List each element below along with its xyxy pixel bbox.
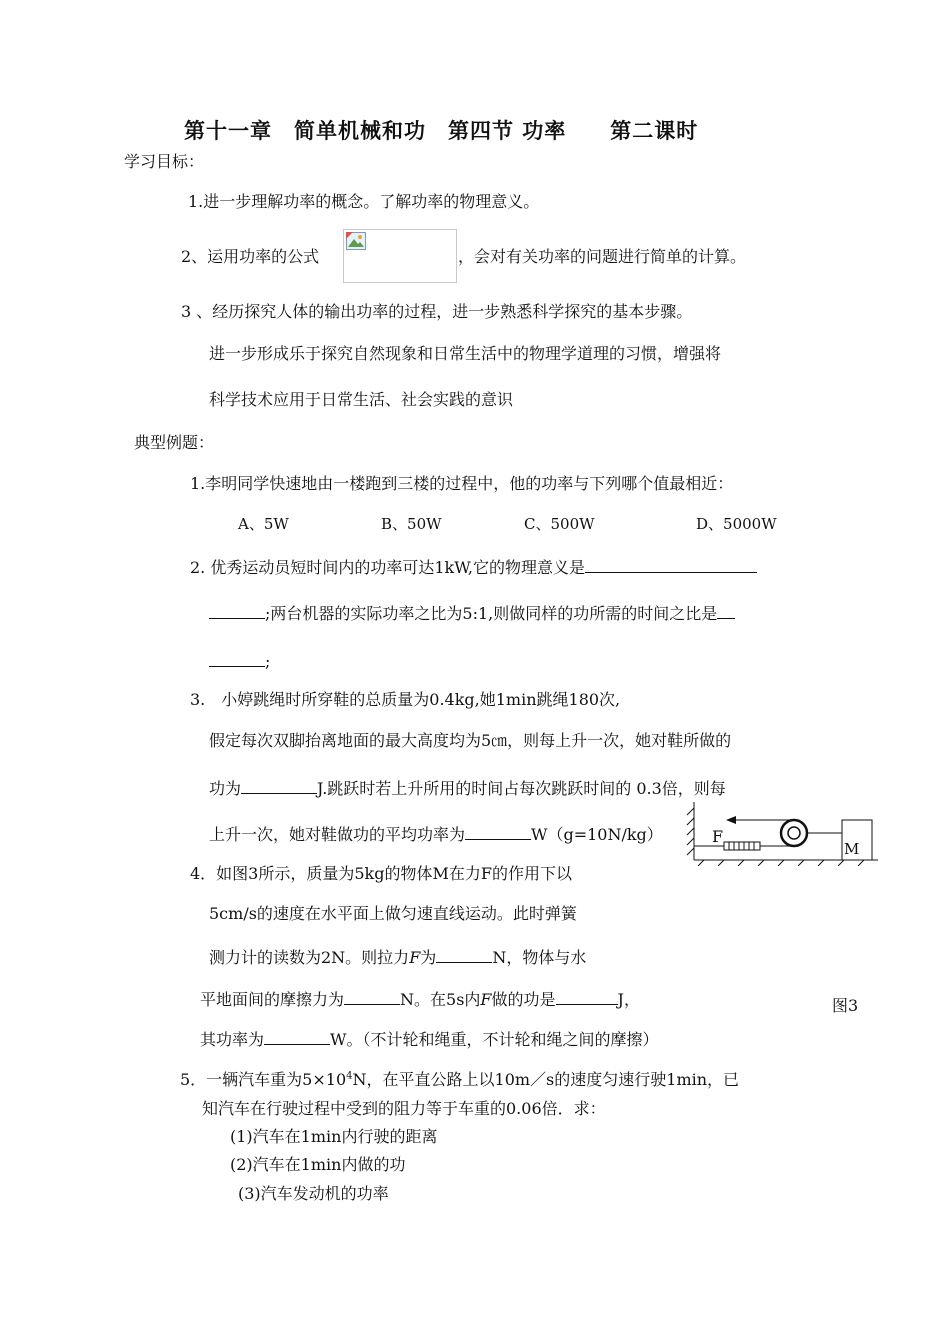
question-1: 1.李明同学快速地由一楼跑到三楼的过程中，他的功率与下列哪个值最相近： — [190, 474, 734, 493]
question-5-line1 — [180, 1070, 739, 1090]
q1-option-c: C、500W — [524, 515, 595, 533]
answer-blank[interactable] — [344, 988, 400, 1005]
answer-blank[interactable] — [436, 946, 492, 963]
question-4-line2: 5cm/s的速度在水平面上做匀速直线运动。此时弹簧 — [209, 904, 577, 923]
spring-scale — [694, 842, 794, 850]
question-2-line1 — [190, 556, 757, 578]
q4-line3c: N，物体与水 — [492, 948, 587, 967]
q4-line3a: 测力计的读数为2N。则拉力 — [209, 948, 410, 967]
question-3-line2: 假定每次双脚抬离地面的最大高度均为5㎝，则每上升一次，她对鞋所做的 — [209, 731, 732, 750]
answer-blank[interactable] — [209, 602, 265, 619]
q1-option-d: D、5000W — [696, 515, 777, 533]
question-5-line2: 知汽车在行驶过程中受到的阻力等于车重的0.06倍．求： — [202, 1099, 606, 1118]
objective-2-suffix: ，会对有关功率的问题进行简单的计算。 — [458, 247, 747, 266]
answer-blank[interactable] — [585, 556, 757, 573]
q4-line4a: 平地面间的摩擦力为 — [200, 990, 345, 1009]
answer-blank[interactable] — [717, 602, 735, 619]
answer-blank[interactable] — [241, 777, 317, 794]
answer-blank[interactable] — [556, 988, 618, 1005]
q3-line4b: W（g=10N/kg） — [531, 825, 663, 844]
q4-line5a: 其功率为 — [200, 1030, 265, 1049]
answer-blank[interactable] — [264, 1028, 330, 1045]
question-4-line3 — [209, 946, 586, 968]
ground — [694, 860, 878, 866]
question-5-sub1: (1)汽车在1min内行驶的距离 — [230, 1127, 438, 1146]
q3-line3a: 功为 — [209, 779, 242, 798]
q4-line5b: W。（不计轮和绳重，不计轮和绳之间的摩擦） — [330, 1030, 659, 1049]
q2-line3-text: ; — [265, 652, 271, 671]
wall — [687, 802, 694, 860]
q4-line3b: 为 — [420, 948, 437, 967]
q1-option-a: A、5W — [238, 515, 289, 533]
pulley — [781, 820, 842, 846]
q4-line4d: J， — [617, 990, 640, 1009]
question-5-sub2: (2)汽车在1min内做的功 — [230, 1155, 406, 1174]
q3-line4a: 上升一次，她对鞋做功的平均功率为 — [209, 825, 466, 844]
objective-1: 1.进一步理解功率的概念。了解功率的物理意义。 — [188, 192, 540, 211]
question-3-line4 — [209, 823, 663, 845]
question-3-line3 — [209, 777, 726, 799]
question-4-line4 — [200, 988, 640, 1010]
q1-option-b: B、50W — [381, 515, 442, 533]
formula-image — [343, 229, 457, 283]
q5-exponent: 4 — [346, 1070, 353, 1082]
q5-line1b: N，在平直公路上以10m／s的速度匀速行驶1min，已 — [352, 1070, 740, 1089]
question-3-line1: 3. 小婷跳绳时所穿鞋的总质量为0.4kg,她1min跳绳180次, — [190, 690, 621, 709]
q5-line1a: 5．一辆汽车重为5×10 — [180, 1070, 347, 1089]
answer-blank[interactable] — [209, 650, 265, 667]
force-arrow — [726, 816, 794, 824]
figure-3-diagram — [684, 800, 880, 866]
answer-blank[interactable] — [465, 823, 531, 840]
question-4-line5 — [200, 1028, 658, 1050]
question-5-sub3: (3)汽车发动机的功率 — [238, 1184, 389, 1203]
broken-image-icon — [346, 232, 366, 250]
objectives-heading: 学习目标： — [124, 152, 205, 171]
q4-line4c: 做的功是 — [491, 990, 556, 1009]
block-label: M — [844, 840, 860, 858]
objective-3-line2: 进一步形成乐于探究自然现象和日常生活中的物理学道理的习惯，增强将 — [209, 344, 722, 363]
question-2-line3 — [209, 650, 270, 672]
q2-line1-text: 2. 优秀运动员短时间内的功率可达1kW,它的物理意义是 — [190, 558, 585, 577]
q4-var-f: F — [480, 990, 492, 1009]
examples-heading: 典型例题： — [134, 433, 215, 452]
force-label: F — [712, 827, 724, 846]
q3-line3b: J.跳跃时若上升所用的时间占每次跳跃时间的 0.3倍，则每 — [317, 779, 726, 798]
q2-line2-text: ;两台机器的实际功率之比为5:1,则做同样的功所需的时间之比是 — [265, 604, 718, 623]
figure-caption: 图3 — [832, 996, 859, 1015]
q4-line4b: N。在5s内 — [400, 990, 481, 1009]
page-title: 第十一章 简单机械和功 第四节 功率 第二课时 — [184, 119, 699, 143]
objective-3-line3: 科学技术应用于日常生活、社会实践的意识 — [209, 390, 514, 409]
question-4-line1: 4．如图3所示，质量为5kg的物体M在力F的作用下以 — [190, 864, 572, 883]
objective-2-prefix: 2、运用功率的公式 — [181, 247, 320, 266]
question-2-line2 — [209, 602, 735, 624]
objective-3: 3 、经历探究人体的输出功率的过程，进一步熟悉科学探究的基本步骤。 — [181, 302, 693, 321]
q4-var-f: F — [409, 948, 421, 967]
